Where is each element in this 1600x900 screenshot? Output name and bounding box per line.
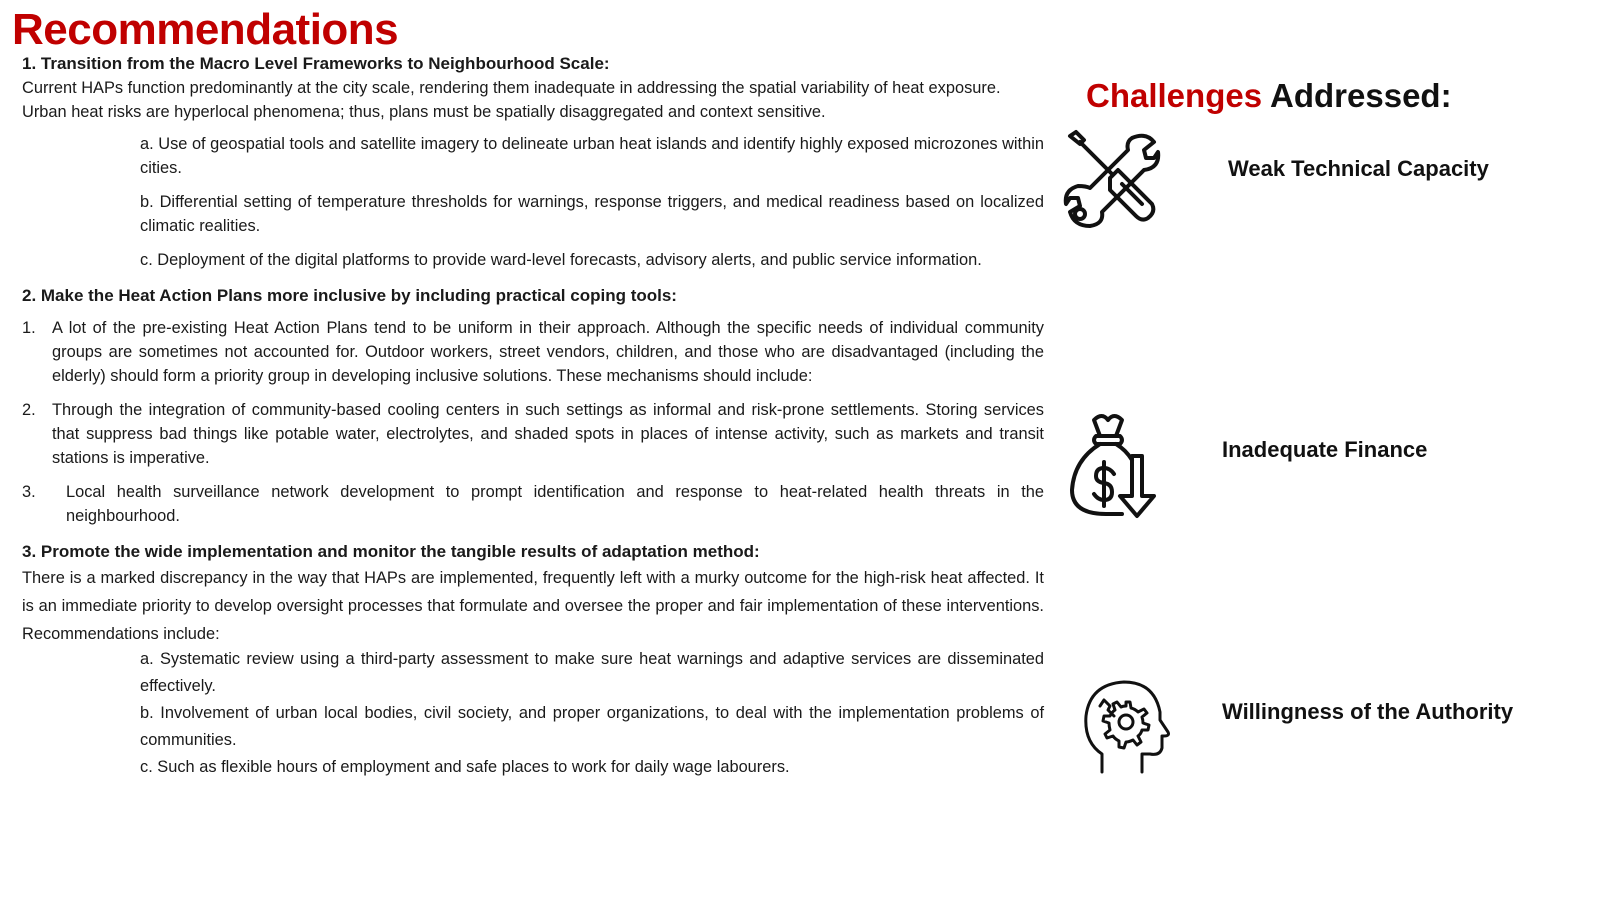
list-item-number: 2. (22, 401, 36, 419)
challenges-title-black: Addressed: (1270, 77, 1452, 114)
list-item-number: 1. (22, 319, 36, 337)
list-item-text: A lot of the pre-existing Heat Action Plans tend to be uniform in their approach. Although the specific needs of individual community groups are sometimes not accounted for. Outdoor workers, street vendors, children, and those who are disadvantaged (including the elderly) should form a priority group in developing inclusive solutions. These mechanisms should include: (52, 319, 1044, 385)
list-item-text: Local health surveillance network development to prompt identification and response to heat-related health threats in the neighbourhood. (66, 483, 1044, 525)
tools-icon (1062, 128, 1162, 228)
challenge-label-willingness-of-the-authority: Willingness of the Authority (1222, 699, 1514, 724)
list-item (22, 398, 1044, 470)
list-item (22, 480, 1044, 528)
challenge-label-inadequate-finance: Inadequate Finance (1222, 437, 1428, 462)
section-2-heading: 2. Make the Heat Action Plans more inclusive by including practical coping tools: (22, 286, 677, 305)
head-gear-icon (1080, 676, 1180, 776)
section-1-intro: Current HAPs function predominantly at the city scale, rendering them inadequate in addressing the spatial variability of heat exposure. Urban heat risks are hyperlocal phenomena; thus, plans must be spatially disaggregated and context sensitive. (22, 79, 1001, 121)
challenge-label-weak-technical-capacity: Weak Technical Capacity (1228, 156, 1489, 181)
list-item-number: 3. (22, 483, 36, 501)
section-1-item-b: b. Differential setting of temperature thresholds for warnings, response triggers, and medical readiness based on localized climatic realities. (140, 193, 1044, 235)
section-3 (22, 540, 1044, 781)
section-2-list (22, 316, 1044, 528)
section-3-heading: 3. Promote the wide implementation and monitor the tangible results of adaptation method: (22, 542, 760, 561)
section-1-item-c: c. Deployment of the digital platforms to provide ward-level forecasts, advisory alerts, and public service information. (140, 251, 982, 269)
challenges-title-red: Challenges (1086, 77, 1263, 114)
section-3-item-b: b. Involvement of urban local bodies, civil society, and proper organizations, to deal with the implementation problems of communities. (140, 704, 1044, 749)
recommendations-body (22, 52, 1044, 781)
section-1-heading: 1. Transition from the Macro Level Frameworks to Neighbourhood Scale: (22, 54, 610, 73)
section-2 (22, 284, 1044, 528)
challenges-title (1086, 78, 1452, 114)
section-3-intro: There is a marked discrepancy in the way that HAPs are implemented, frequently left with a murky outcome for the high-risk heat affected. It is an immediate priority to develop oversight processes that formulate and oversee the proper and fair implementation of these interventions. Recommendations include: (22, 569, 1044, 643)
page-title: Recommendations (12, 5, 399, 54)
section-3-item-c: c. Such as flexible hours of employment and safe places to work for daily wage labourers. (140, 758, 790, 776)
section-1-item-a: a. Use of geospatial tools and satellite imagery to delineate urban heat islands and identify highly exposed microzones within cities. (140, 135, 1044, 177)
section-1 (22, 52, 1044, 272)
money-bag-down-icon (1066, 410, 1166, 520)
list-item-text: Through the integration of community-based cooling centers in such settings as informal and risk-prone settlements. Storing services that suppress bad things like potable water, electrolytes, and shaded spots in places of intense activity, such as markets and transit stations is imperative. (52, 401, 1044, 467)
section-3-item-a: a. Systematic review using a third-party assessment to make sure heat warnings and adaptive services are disseminated effectively. (140, 650, 1044, 695)
list-item (22, 316, 1044, 388)
